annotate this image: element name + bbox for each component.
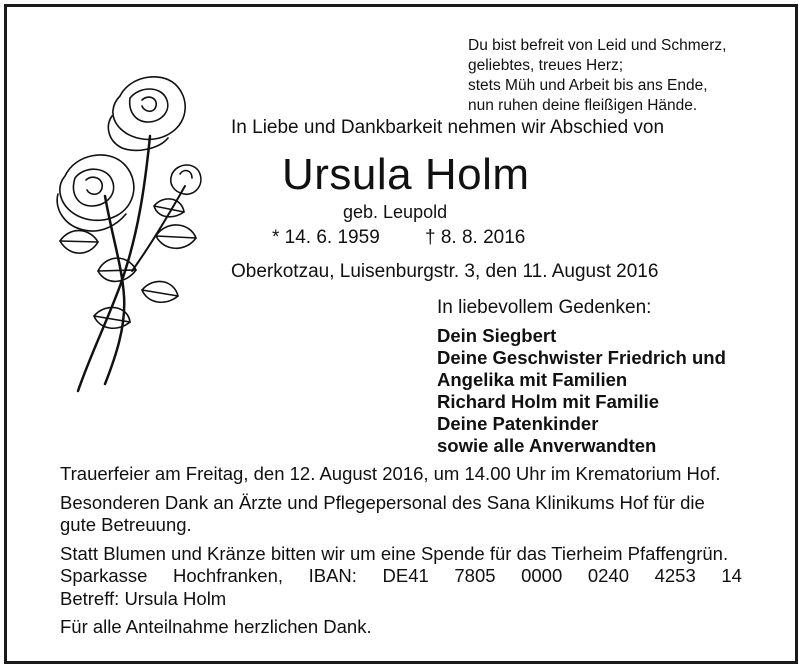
- bank-word: 4253: [654, 565, 696, 586]
- family-member: Deine Geschwister Friedrich und: [437, 347, 726, 368]
- bank-word: 14: [721, 565, 742, 586]
- bank-word: DE41: [382, 565, 429, 586]
- family-member: Angelika mit Familien: [437, 369, 628, 390]
- farewell-intro: In Liebe und Dankbarkeit nehmen wir Abschied von: [231, 117, 665, 138]
- deceased-name: Ursula Holm: [282, 150, 530, 199]
- poem-line: Du bist befreit von Leid und Schmerz,: [468, 37, 727, 54]
- donation-request: Statt Blumen und Kränze bitten wir um eine Spende für das Tierheim Pfaffengrün.: [60, 542, 729, 564]
- memorial-poem: [468, 36, 726, 116]
- bank-details: [60, 565, 742, 588]
- place-and-date: Oberkotzau, Luisenburgstr. 3, den 11. August 2016: [231, 261, 659, 282]
- bank-word: Hochfranken,: [172, 565, 284, 586]
- bank-word: 0240: [587, 565, 629, 586]
- family-list: [437, 325, 726, 457]
- thanks-line: Besonderen Dank an Ärzte und Pflegepersonal des Sana Klinikums Hof für die: [60, 491, 705, 513]
- payment-reference: Betreff: Ursula Holm: [60, 587, 227, 609]
- death-date: † 8. 8. 2016: [425, 227, 526, 248]
- rose-illustration: [50, 66, 215, 406]
- bank-word: 0000: [521, 565, 563, 586]
- closing-thanks: Für alle Anteilnahme herzlichen Dank.: [60, 616, 372, 637]
- family-member: Deine Patenkinder: [437, 413, 599, 434]
- notice-text: [60, 463, 742, 639]
- bank-word: Sparkasse: [60, 565, 148, 586]
- maiden-name: geb. Leupold: [343, 202, 448, 222]
- family-member: Dein Siegbert: [437, 325, 557, 346]
- family-member: Richard Holm mit Familie: [437, 391, 660, 412]
- memorial-line: In liebevollem Gedenken:: [437, 297, 652, 318]
- family-member: sowie alle Anverwandten: [437, 435, 657, 456]
- birth-date: * 14. 6. 1959: [272, 227, 380, 248]
- poem-line: nun ruhen deine fleißigen Hände.: [468, 97, 698, 114]
- bank-word: IBAN:: [308, 565, 357, 586]
- bank-word: 7805: [454, 565, 496, 586]
- funeral-info: Trauerfeier am Freitag, den 12. August 2016, um 14.00 Uhr im Krematorium Hof.: [60, 463, 721, 484]
- poem-line: stets Müh und Arbeit bis ans Ende,: [468, 77, 708, 94]
- thanks-line: gute Betreuung.: [60, 514, 192, 535]
- poem-line: geliebtes, treues Herz;: [468, 57, 624, 74]
